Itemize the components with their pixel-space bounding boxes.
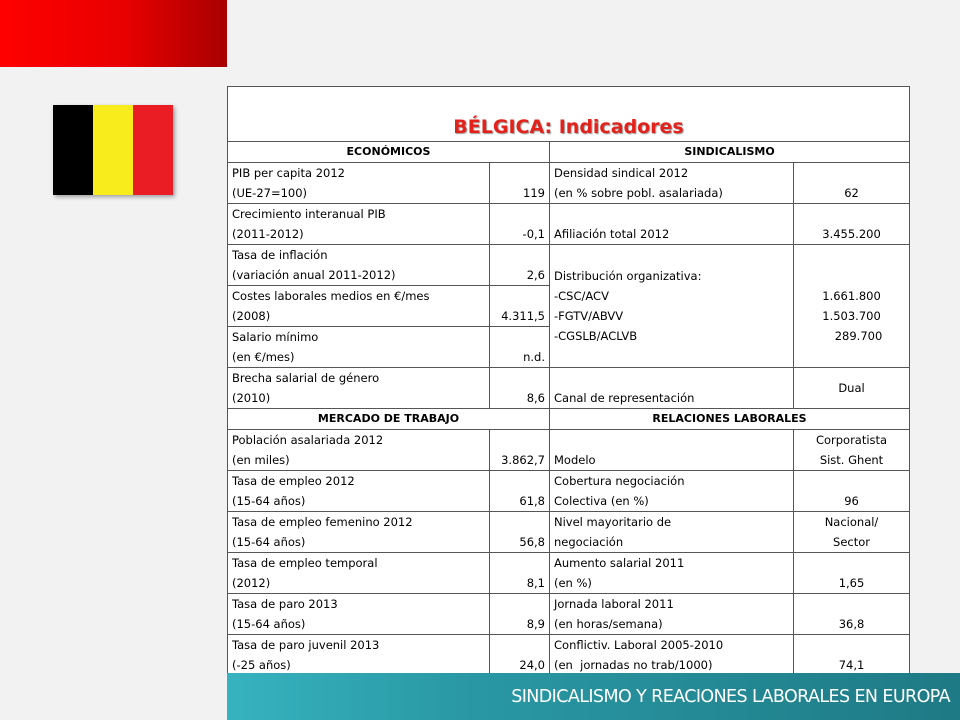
sind-value: 62 xyxy=(794,163,910,204)
econ-value: 8,6 xyxy=(490,368,550,409)
relaciones-value: 96 xyxy=(794,471,910,512)
flag-stripe-yellow xyxy=(93,105,133,195)
relaciones-value: Nacional/ Sector xyxy=(794,512,910,553)
econ-label: Crecimiento interanual PIB (2011-2012) xyxy=(228,204,490,245)
relaciones-value: 36,8 xyxy=(794,594,910,635)
mercado-value: 8,9 xyxy=(490,594,550,635)
table-row xyxy=(228,245,910,286)
relaciones-label: Nivel mayoritario de negociación xyxy=(550,512,794,553)
sind-value: 3.455.200 xyxy=(794,204,910,245)
distribucion-values: 1.661.800 1.503.700 289.700 xyxy=(794,245,910,368)
econ-label: Brecha salarial de género (2010) xyxy=(228,368,490,409)
header-sindicalismo: SINDICALISMO xyxy=(550,142,910,163)
decorative-red-block xyxy=(0,0,227,67)
relaciones-label: Conflictiv. Laboral 2005-2010 (en jornadas no trab/1000) xyxy=(550,635,794,676)
indicators-table xyxy=(227,86,910,676)
econ-label: Tasa de inflación (variación anual 2011-2012) xyxy=(228,245,490,286)
econ-label: PIB per capita 2012 (UE-27=100) xyxy=(228,163,490,204)
econ-label: Costes laborales medios en €/mes (2008) xyxy=(228,286,490,327)
sind-value: Dual xyxy=(794,368,910,409)
header-mercado: MERCADO DE TRABAJO xyxy=(228,409,550,430)
mercado-label: Tasa de empleo temporal (2012) xyxy=(228,553,490,594)
relaciones-value: 74,1 xyxy=(794,635,910,676)
belgium-flag xyxy=(53,105,173,195)
table-row xyxy=(228,594,910,635)
mercado-value: 8,1 xyxy=(490,553,550,594)
mercado-label: Tasa de empleo 2012 (15-64 años) xyxy=(228,471,490,512)
relaciones-label: Modelo xyxy=(550,430,794,471)
flag-stripe-black xyxy=(53,105,93,195)
table-row xyxy=(228,368,910,409)
sind-label: Afiliación total 2012 xyxy=(550,204,794,245)
relaciones-value: Corporatista Sist. Ghent xyxy=(794,430,910,471)
relaciones-label: Cobertura negociación Colectiva (en %) xyxy=(550,471,794,512)
table-row xyxy=(228,163,910,204)
mercado-value: 3.862,7 xyxy=(490,430,550,471)
table-row xyxy=(228,635,910,676)
flag-stripe-red xyxy=(133,105,173,195)
table-row xyxy=(228,204,910,245)
sind-label: Canal de representación xyxy=(550,368,794,409)
page-title: BÉLGICA: Indicadores xyxy=(228,87,910,142)
header-economicos: ECONÓMICOS xyxy=(228,142,550,163)
relaciones-label: Jornada laboral 2011 (en horas/semana) xyxy=(550,594,794,635)
distribucion-label: Distribución organizativa: -CSC/ACV -FGTV/ABVV -CGSLB/ACLVB xyxy=(550,245,794,368)
mercado-value: 61,8 xyxy=(490,471,550,512)
mercado-value: 56,8 xyxy=(490,512,550,553)
table-row xyxy=(228,512,910,553)
mercado-label: Tasa de empleo femenino 2012 (15-64 años) xyxy=(228,512,490,553)
econ-value: n.d. xyxy=(490,327,550,368)
table-row xyxy=(228,471,910,512)
mercado-label: Población asalariada 2012 (en miles) xyxy=(228,430,490,471)
econ-value: 2,6 xyxy=(490,245,550,286)
section-header-row xyxy=(228,409,910,430)
econ-label: Salario mínimo (en €/mes) xyxy=(228,327,490,368)
mercado-value: 24,0 xyxy=(490,635,550,676)
table-row xyxy=(228,553,910,594)
title-row xyxy=(228,87,910,142)
table-row xyxy=(228,430,910,471)
header-relaciones: RELACIONES LABORALES xyxy=(550,409,910,430)
econ-value: 4.311,5 xyxy=(490,286,550,327)
sind-label: Densidad sindical 2012 (en % sobre pobl. asalariada) xyxy=(550,163,794,204)
mercado-label: Tasa de paro juvenil 2013 (-25 años) xyxy=(228,635,490,676)
econ-value: -0,1 xyxy=(490,204,550,245)
mercado-label: Tasa de paro 2013 (15-64 años) xyxy=(228,594,490,635)
econ-value: 119 xyxy=(490,163,550,204)
footer-banner: SINDICALISMO Y REACIONES LABORALES EN EUROPA xyxy=(227,673,960,720)
relaciones-value: 1,65 xyxy=(794,553,910,594)
section-header-row xyxy=(228,142,910,163)
relaciones-label: Aumento salarial 2011 (en %) xyxy=(550,553,794,594)
